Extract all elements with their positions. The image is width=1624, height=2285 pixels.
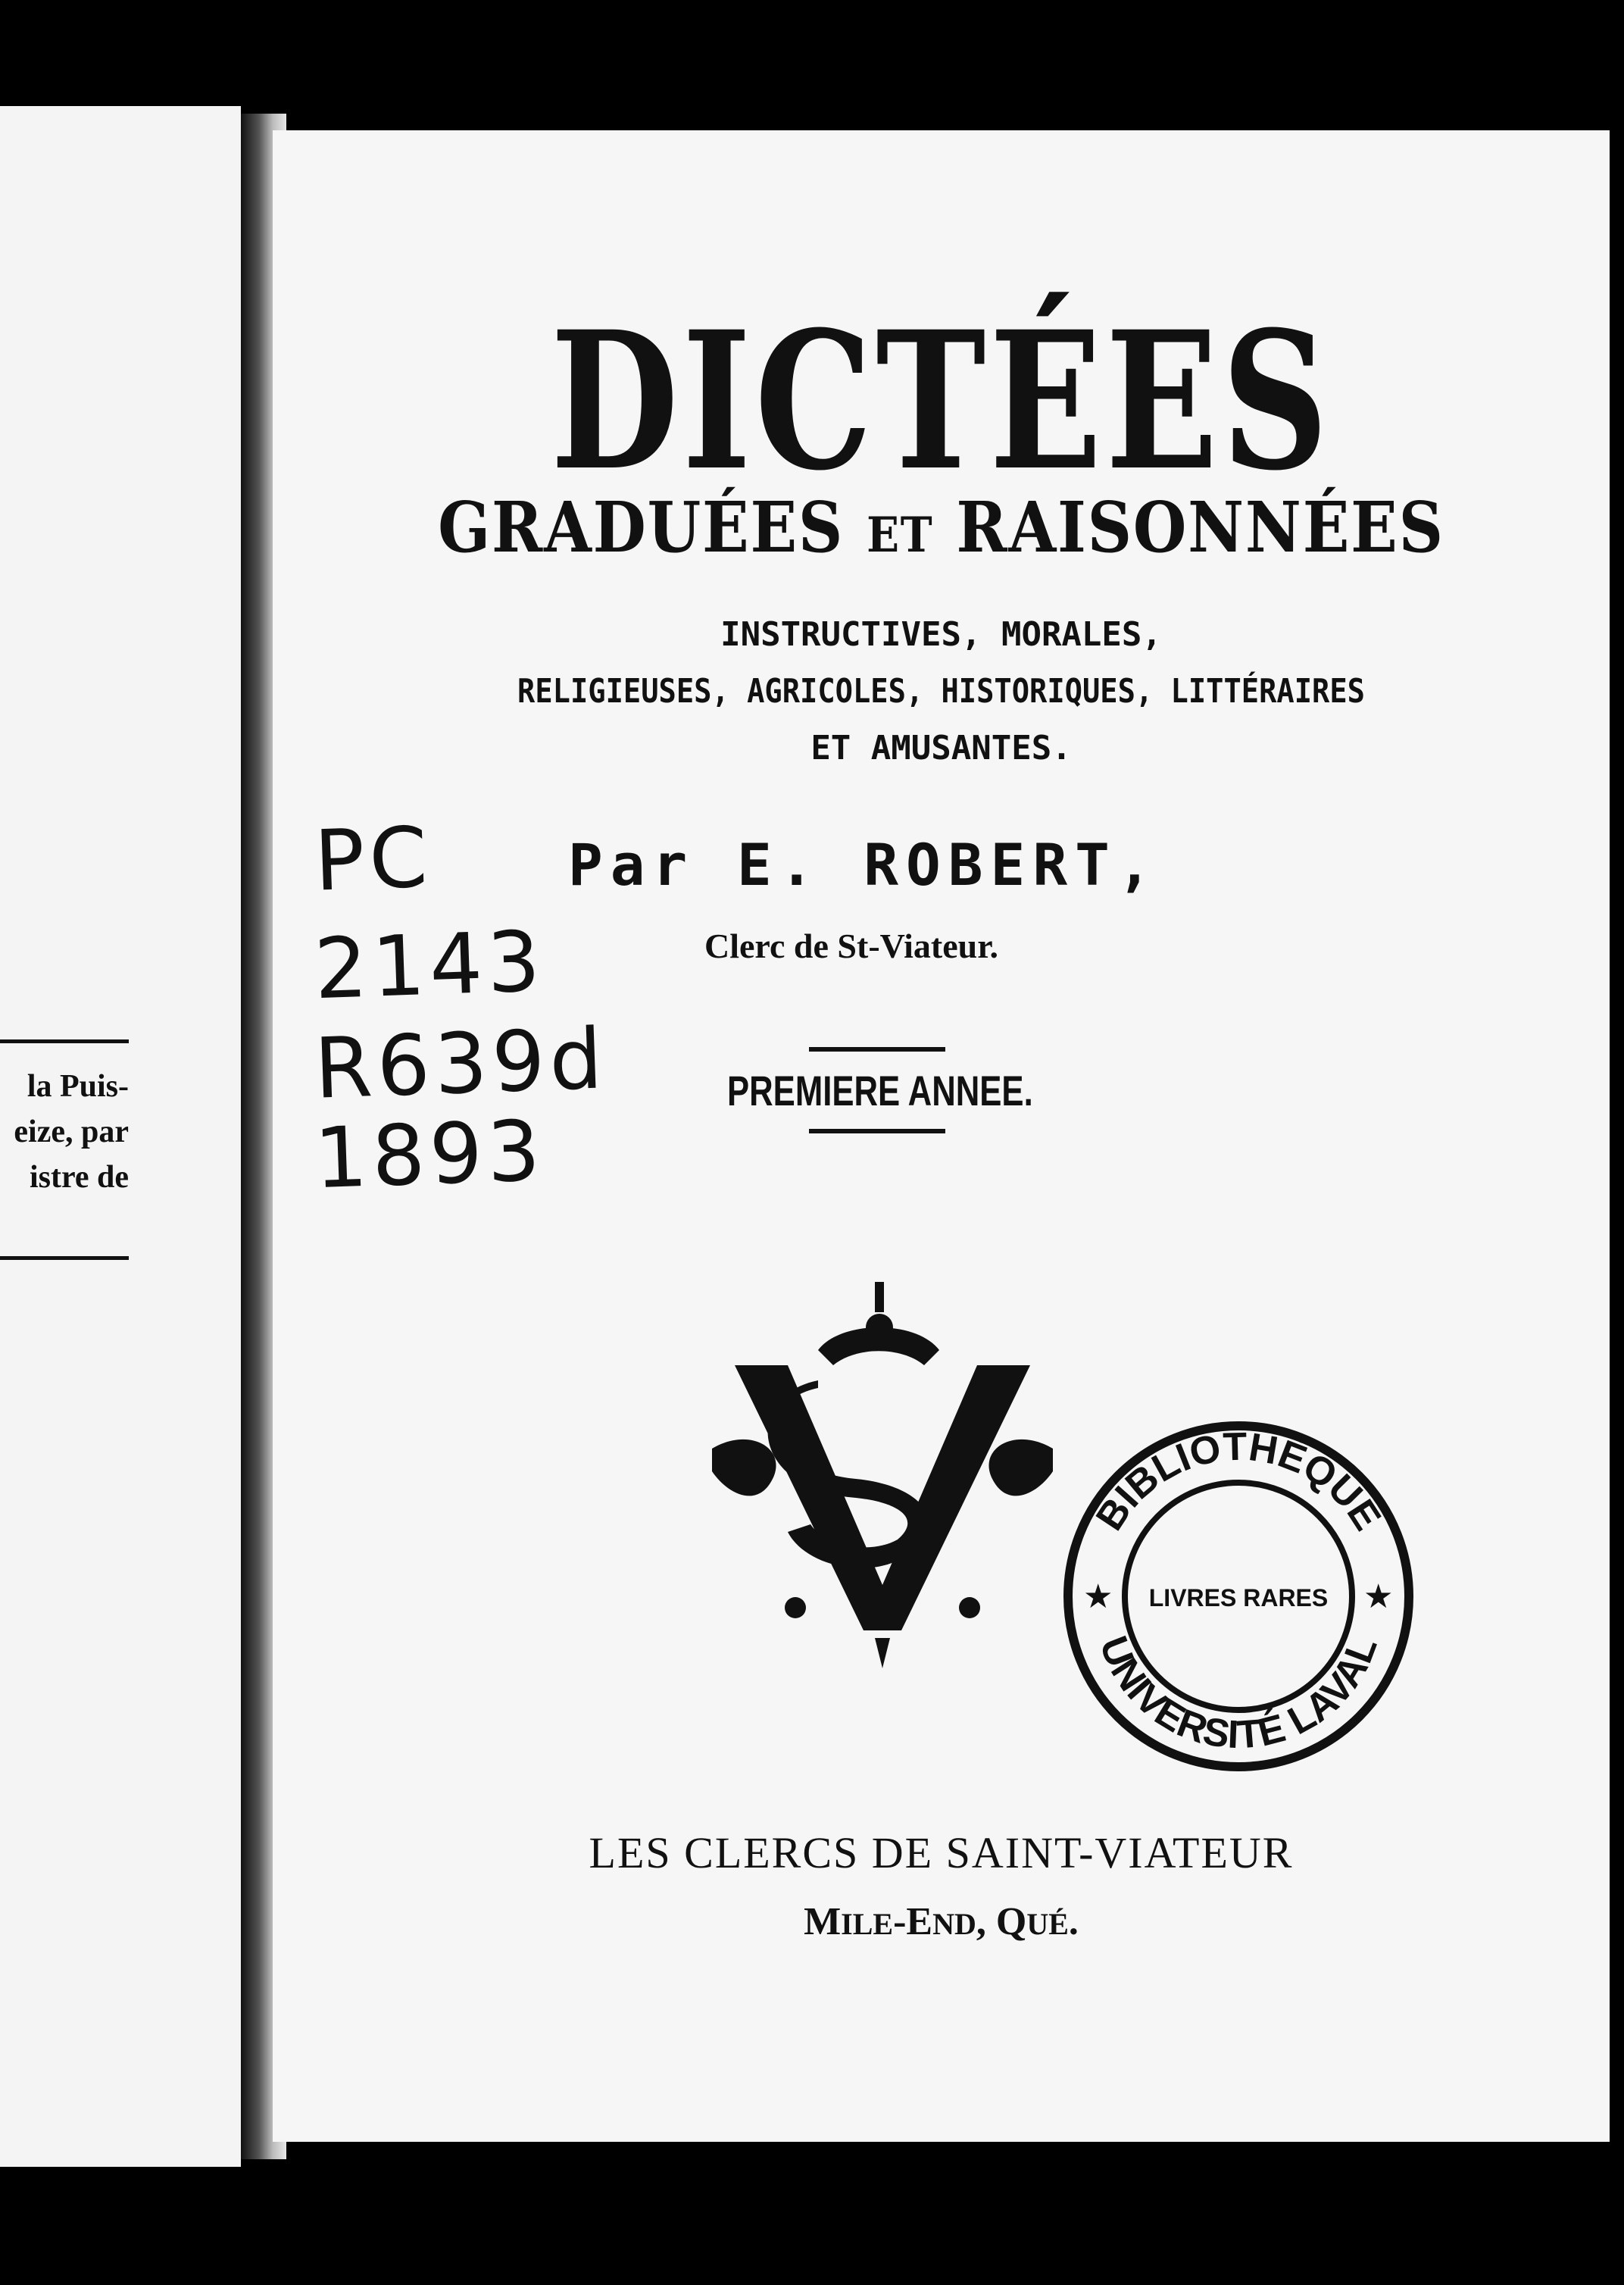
city-part: ILE — [841, 1907, 894, 1941]
call-number-line: R639d — [312, 1010, 609, 1117]
left-page-fragment — [0, 106, 241, 2167]
city-part: UÉ — [1026, 1907, 1069, 1941]
call-number-line: 2143 — [312, 912, 547, 1018]
stamp-top-text: BIBLIOTHÈQUE — [1088, 1424, 1390, 1539]
star-icon: ★ — [1083, 1578, 1113, 1615]
descriptor-line-2: RELIGIEUSES, AGRICOLES, HISTORIQUES, LITTÉRAIRES — [517, 672, 1365, 711]
left-page-rule-bottom — [0, 1256, 129, 1260]
year-rule-bottom — [809, 1129, 945, 1133]
left-page-text-line: eize, par — [14, 1114, 129, 1149]
year-rule-top — [809, 1047, 945, 1052]
author-role: Clerc de St-Viateur. — [704, 927, 998, 965]
left-page-text-line: la Puis- — [27, 1069, 129, 1104]
stamp-bottom-text: UNIVERSITÉ LAVAL — [1091, 1630, 1386, 1758]
book-subtitle — [353, 486, 1529, 568]
subtitle-raisonnees: RAISONNÉES — [956, 486, 1444, 568]
left-page-rule-top — [0, 1039, 129, 1043]
city-part: ND — [932, 1907, 976, 1941]
stamp-center-text: LIVRES RARES — [1148, 1584, 1329, 1611]
left-page-text-line: istre de — [29, 1160, 129, 1195]
year-label: PREMIERE ANNEE. — [727, 1067, 1033, 1114]
subtitle-graduees: GRADUÉES — [438, 486, 845, 568]
call-number-line: 1893 — [312, 1102, 547, 1208]
author-line: Par E. ROBERT, — [568, 831, 1160, 899]
publisher: LES CLERCS DE SAINT-VIATEUR — [589, 1828, 1294, 1877]
descriptor-line-1: INSTRUCTIVES, MORALES, — [720, 615, 1162, 654]
city-part: -E — [893, 1900, 933, 1943]
city-part: , Q — [976, 1900, 1027, 1943]
csv-monogram-icon — [704, 1274, 1060, 1676]
call-number-line: PC — [312, 808, 434, 910]
star-icon: ★ — [1363, 1578, 1394, 1615]
library-stamp — [1060, 1418, 1416, 1774]
city-part: M — [804, 1900, 842, 1943]
city-part: . — [1068, 1900, 1079, 1943]
descriptor-line-3: ET AMUSANTES. — [810, 729, 1072, 767]
book-title: DICTÉES — [550, 289, 1332, 512]
publisher-city — [273, 1899, 1610, 1944]
subtitle-connector: ET — [867, 507, 934, 564]
